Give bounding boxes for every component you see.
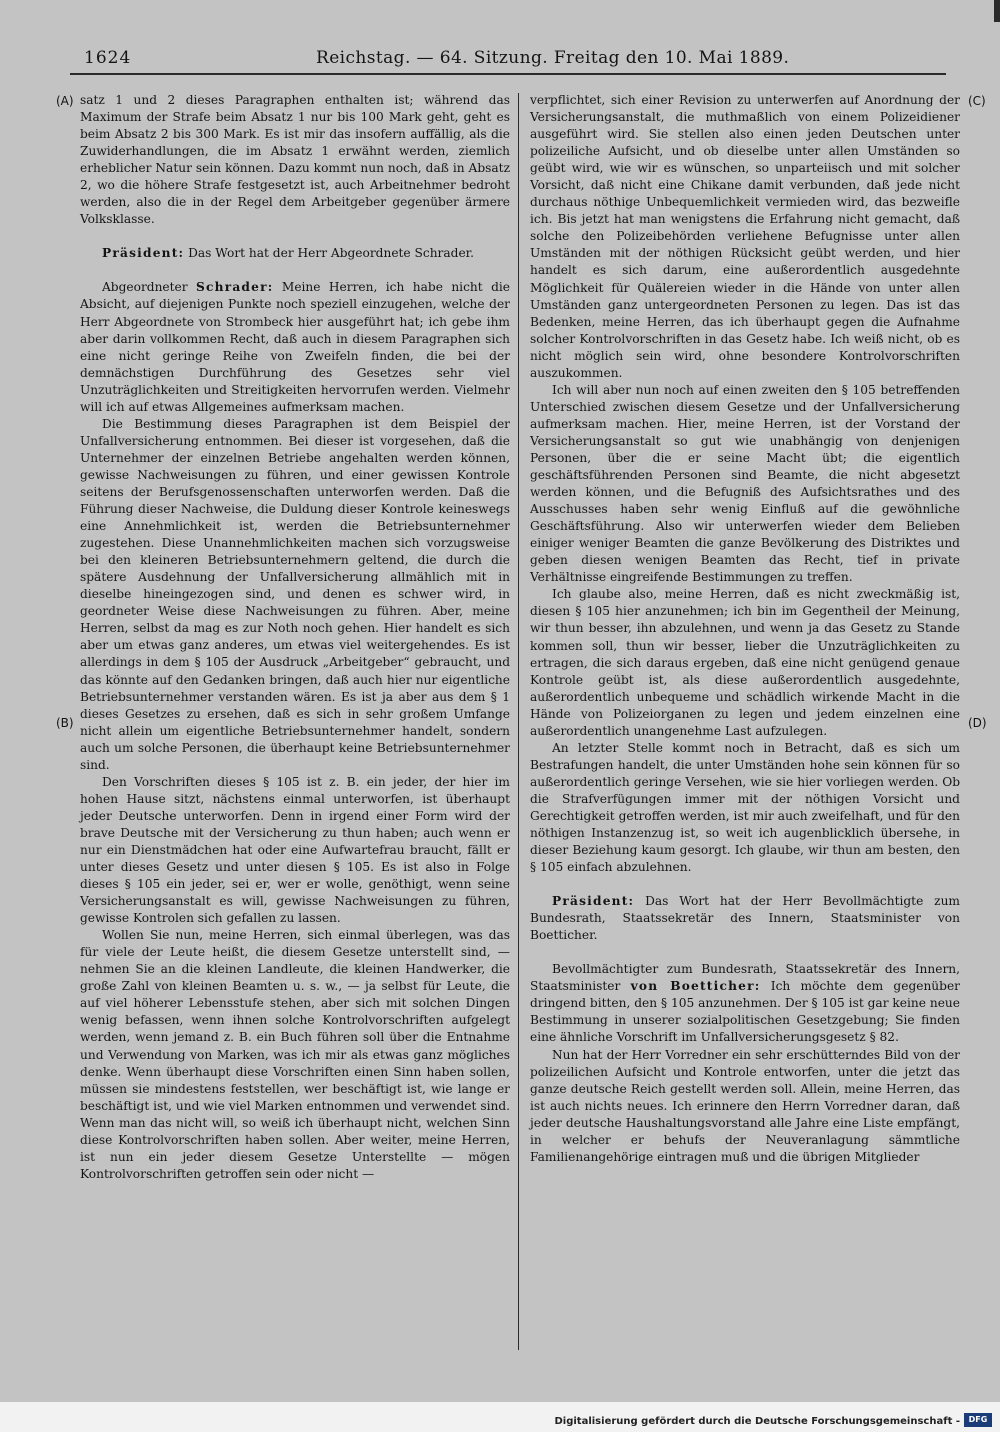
speaker-label: von Boetticher: [630,979,761,994]
speaker-label: Präsident: [552,894,635,909]
speech-text: Das Wort hat der Herr Bevollmächtigte zum Bundesrath, Staatssekretär des Innern, Staatsminister von Boetticher. [530,894,960,943]
margin-letter-c: (C) [968,94,986,108]
paragraph: An letzter Stelle kommt noch in Betracht, daß es sich um Bestrafungen handelt, die unter Umständen hohe sein können für so außerordentlich geringe Versehen, wie sie hier vorliegen werden. Ob die Strafverfügungen immer mit der nöthigen Vorsicht und Gerechtigkeit getroffen werden, ist mir auch zweifelhaft, und für den nöthigen Instanzenzug ist, so weit ich augenblicklich übersehe, in dieser Beziehung kaum gesorgt. Ich glaube, wir thun am besten, den § 105 einfach abzulehnen. [530,740,960,875]
speaker-role: Bevollmächtigter zum Bundesrath, Staatssekretär des Innern, Staatsminister [530,962,960,994]
paragraph: Ich glaube also, meine Herren, daß es nicht zweckmäßig ist, diesen § 105 hier anzunehmen; ich bin im Gegentheil der Meinung, wir thun besser, ihn abzulehnen, und wenn ja das Gesetz zu Stande kommen soll, thun wir besser, lieber die Unzuträglichkeiten zu ertragen, die sich daraus ergeben, daß eine nicht genügend genaue Kontrole geübt ist, als diese außerordentlich ausgedehnte, außerordentlich unbequeme und schädlich wirkende Macht in die Hände von Polizeiorganen zu legen und jedem einzelnen eine außerordentlich unangenehme Last aufzulegen. [530,587,960,738]
paragraph: Die Bestimmung dieses Paragraphen ist dem Beispiel der Unfallversicherung entnommen. Bei dieser ist vorgesehen, daß die Unternehmer der einzelnen Betriebe angehalten werden können, gewisse Nachweisungen zu führen, und einer gewissen Kontrole seitens der Berufsgenossenschaften unterworfen werden. Daß die Führung dieser Nachweise, die Duldung dieser Kontrole keineswegs eine Annehmlichkeit ist, werden die Betriebsunternehmer zugestehen. Diese Unannehmlichkeiten machen sich vorzugsweise bei den kleineren Betriebsunternehmern geltend, die durch die spätere Ausdehnung der Unfallversicherung allmählich mit in dieselbe hineingezogen sind, und denen es schwer wird, in geordneter Weise diese Nachweisungen zu führen. Aber, meine Herren, selbst da mag es zur Noth noch gehen. Hier handelt es sich aber um etwas ganz anderes, um etwas viel weitergehendes. Es ist allerdings in dem § 105 der Ausdruck „Arbeitgeber“ gebraucht, und das könnte auf den Gedanken bringen, daß auch hier nur eigentliche Betriebsunternehmer verstanden wären. Es ist ja aber aus dem § 1 dieses Gesetzes zu ersehen, daß es sich in sehr großem Umfange nicht allein um eigentliche Betriebsunternehmer handelt, sondern auch um solche Personen, die überhaupt keine Betriebsunternehmer sind. [80,416,510,772]
speech-text: Das Wort hat der Herr Abgeordnete Schrader. [184,246,475,261]
paragraph: Wollen Sie nun, meine Herren, sich einmal überlegen, was das für viele der Leute heißt, die diesem Gesetze unterstellt sind, — nehmen Sie an die kleinen Landleute, die kleinen Handwerker, die große Zahl von kleinen Beamten u. s. w., — ja selbst für Leute, die auf viel höherer Lebensstufe stehen, aber sich mit solchen Dingen wenig befassen, wenn ihnen solche Kontrolvorschriften aufgelegt werden, wenn jemand z. B. ein Buch führen soll über die Entnahme und Verwendung von Marken, was ich mir als etwas ganz mögliches denke. Wenn überhaupt diese Vorschriften einen Sinn haben sollen, müssen sie mindestens feststellen, wer beschäftigt ist, wie lange er beschäftigt ist, und wie viel Marken entnommen und verwendet sind. Wenn man das nicht will, so weiß ich überhaupt nicht, welchen Sinn diese Kontrolvorschriften haben sollen. Aber weiter, meine Herren, ist nun ein jeder diesem Gesetze Unterstellte — mögen Kontrolvorschriften getroffen sein oder nicht — [80,928,510,1181]
speaker-label: Präsident: [102,246,185,261]
running-title: Reichstag. — 64. Sitzung. Freitag den 10. Mai 1889. [316,48,790,68]
dfg-logo-icon: DFG [964,1413,992,1427]
speech-text: Meine Herren, ich habe nicht die Absicht, auf diejenigen Punkte noch speziell einzugehen, welche der Herr Abgeordnete von Strombeck hier ausgeführt hat; ich gebe ihm aber darin vollkommen Recht, daß auch in diesem Paragraphen sich eine nicht geringe Reihe von Zweifeln finden, die bei der demnächstigen Durchführung des Gesetzes sehr viel Unzuträglichkeiten und Streitigkeiten hervorrufen werden. Vielmehr will ich auf etwas Allgemeines aufmerksam machen. [80,280,510,414]
page-number: 1624 [84,48,132,68]
paragraph: verpflichtet, sich einer Revision zu unterwerfen auf Anordnung der Versicherungsanstalt, die muthmaßlich von einem Polizeidiener ausgeführt wird. Sie stellen also einen jeden Deutschen unter polizeiliche Aufsicht, und ob dieselbe unter allen Umständen so geübt wird, wie wir es wünschen, so unparteiisch und mit solcher Vorsicht, daß nicht eine Chikane damit verbunden, daß jede nicht durchaus nöthige Unbequemlichkeit vermieden wird, das bezweifle ich. Bis jetzt hat man wenigstens die Erfahrung nicht gemacht, daß solche den Polizeibehörden verliehene Befugnisse unter allen Umständen mit der nöthigen Rücksicht geübt werden, und hier handelt es sich darum, eine außerordentlich ausgedehnte Möglichkeit für Quälereien wieder in die Hände von unter allen Umständen ganz untergeordneten Personen zu legen. Das ist das Bedenken, meine Herren, das ich überhaupt gegen die Aufnahme solcher Kontrolvorschriften in das Gesetz habe. Ich weiß nicht, ob es nicht möglich sein wird, ohne besondere Kontrolvorschriften auszukommen. [530,93,960,380]
speaker-paragraph [80,245,510,262]
page-header [58,44,948,70]
scan-edge-mark [994,0,1000,22]
margin-letter-a: (A) [56,94,74,108]
left-column [80,92,510,1183]
speaker-paragraph [530,961,960,1046]
header-rule [70,73,946,75]
paragraph: satz 1 und 2 dieses Paragraphen enthalten ist; während das Maximum der Strafe beim Absatz 1 nur bis 100 Mark geht, geht es beim Absatz 2 bis 300 Mark. Es ist mir das insofern auffällig, als die Zuwiderhandlungen, die im Absatz 1 erwähnt werden, ziemlich erheblicher Natur sein können. Dazu kommt nun noch, daß in Absatz 2, wo die höhere Strafe festgesetzt ist, auch Arbeitnehmer bedroht werden, also die in der Regel dem Arbeitgeber gegenüber ärmere Volksklasse. [80,93,510,227]
speech-text: Ich möchte dem gegenüber dringend bitten, den § 105 anzunehmen. Der § 105 ist gar keine neue Bestimmung in unserer sozialpolitischen Gesetzgebung; Sie finden eine ähnliche Vorschrift im Unfallversicherungsgesetz § 82. [530,979,961,1045]
paragraph: Ich will aber nun noch auf einen zweiten den § 105 betreffenden Unterschied zwischen diesem Gesetze und der Unfallversicherung aufmerksam machen. Hier, meine Herren, ist der Vorstand der Versicherungsanstalt so gut wie unabhängig von denjenigen Personen, über die er seine Macht übt; die eigentlich geschäftsführenden Personen sind Beamte, die nicht abgesetzt werden können, und die Befugniß des Aufsichtsrathes und des Ausschusses haben sehr wenig Einfluß auf die gewöhnliche Geschäftsführung. Also wir unterwerfen wieder dem Belieben einiger weniger Beamten die ganze Bevölkerung des Distriktes und geben diesen wenigen Beamten das Recht, tief in private Verhältnisse eingreifende Bestimmungen zu treffen. [530,382,960,585]
margin-letter-b: (B) [56,716,74,730]
margin-letter-d: (D) [968,716,987,730]
speaker-paragraph [80,279,510,415]
digitization-credit: Digitalisierung gefördert durch die Deutsche Forschungsgemeinschaft - [554,1416,960,1427]
paragraph: Nun hat der Herr Vorredner ein sehr erschütterndes Bild von der polizeilichen Aufsicht und Kontrole entworfen, unter die jetzt das ganze deutsche Reich gestellt werden soll. Allein, meine Herren, das ist auch nichts neues. Ich erinnere den Herrn Vorredner daran, daß jeder deutsche Haushaltungsvorstand alle Jahre eine Liste empfängt, in welcher er behufs der Neuveranlagung sämmtliche Familienangehörige eintragen muß und die übrigen Mitglieder [530,1047,960,1164]
speaker-role: Abgeordneter [102,280,197,295]
speaker-label: Schrader: [196,280,274,295]
column-divider [518,93,519,1350]
paragraph: Den Vorschriften dieses § 105 ist z. B. ein jeder, der hier im hohen Hause sitzt, nächstens einmal unterworfen, ist überhaupt jeder Deutsche unterworfen. Denn in irgend einer Form wird der brave Deutsche mit der Versicherung zu thun haben; auch wenn er nur ein Dienstmädchen hat oder eine Aufwartefrau braucht, fällt er unter dieses Gesetz und unter diesen § 105. Es ist also in Folge dieses § 105 ein jeder, sei er, wer er wolle, genöthigt, wenn seine Versicherungsanstalt es will, gewisse Nachweisungen zu führen, gewisse Kontrolen sich gefallen zu lassen. [80,774,510,926]
right-column [530,92,960,1166]
speaker-paragraph [530,893,960,944]
